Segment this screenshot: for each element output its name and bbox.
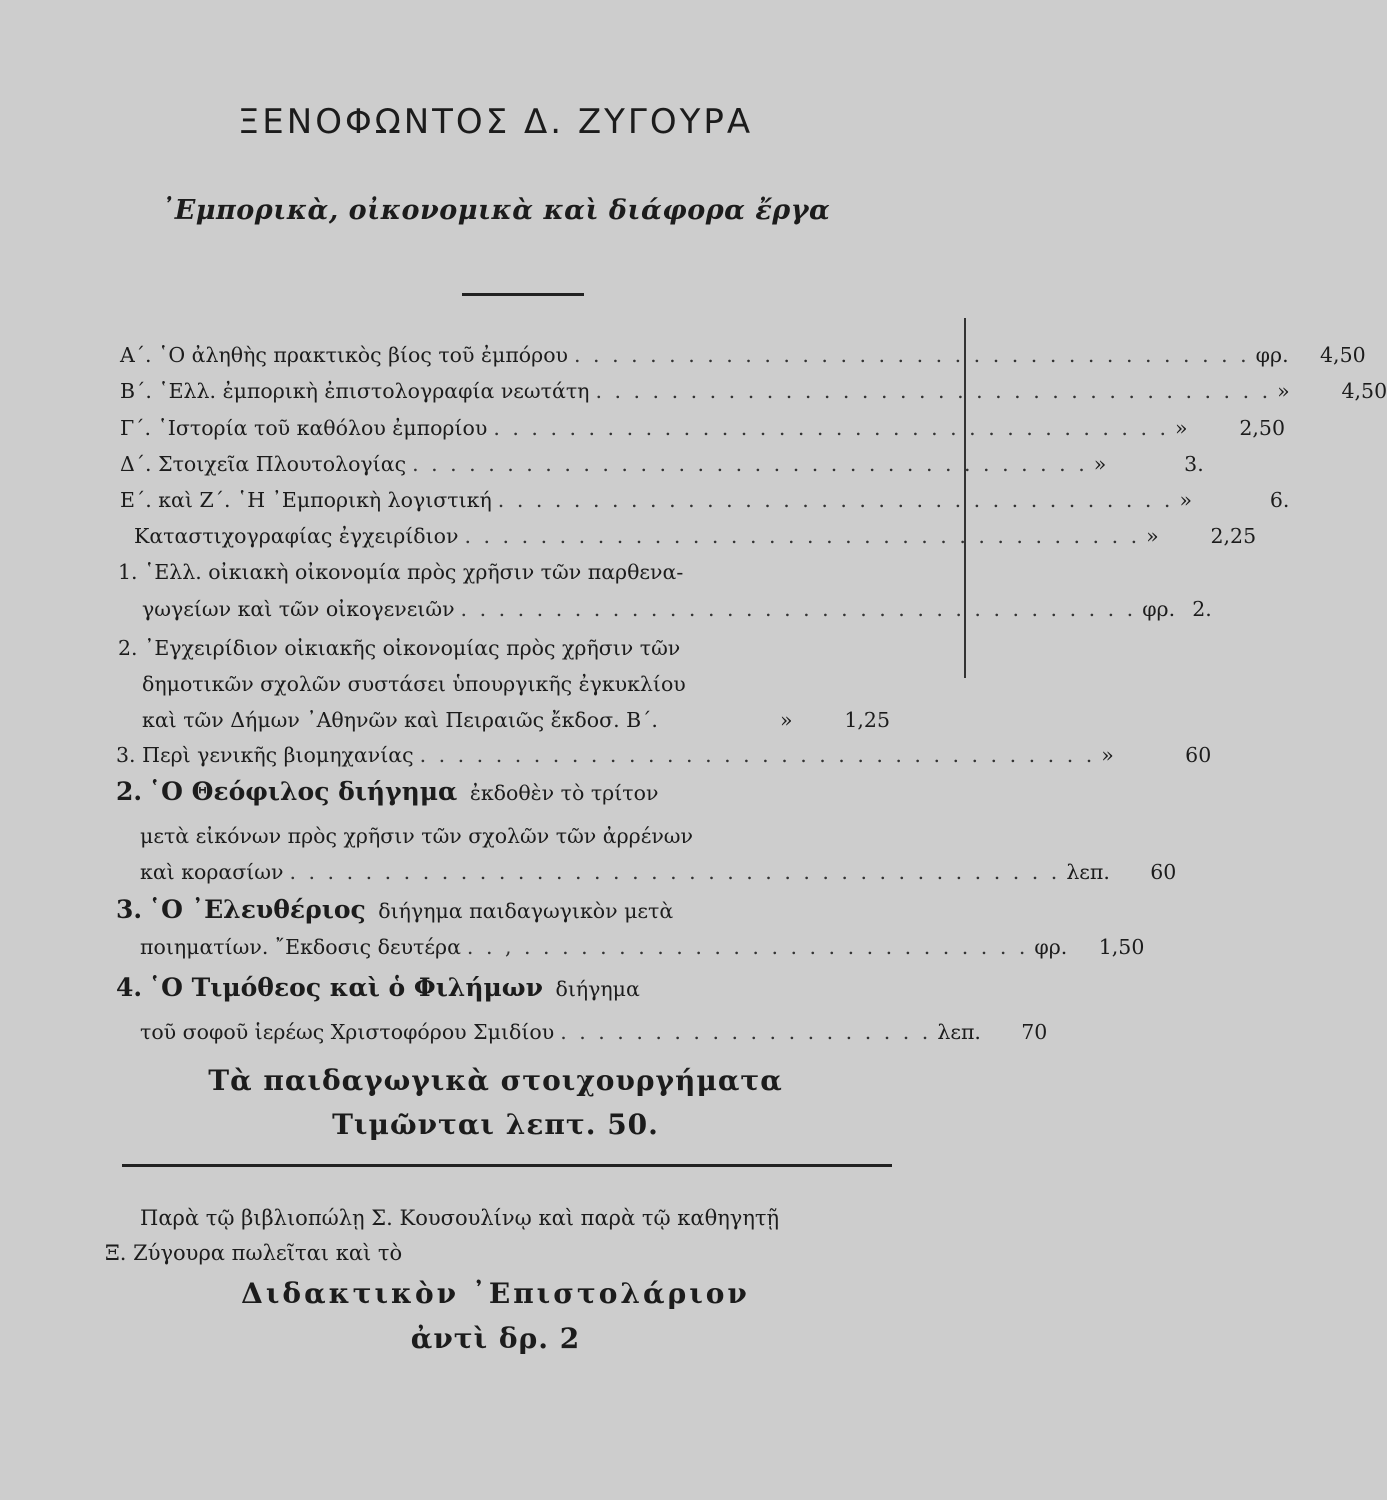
item-price: 1,25 [844, 708, 890, 732]
item-line: 2. ᾿Εγχειρίδιον οἰκιακῆς οἰκονομίας πρὸς χρῆσιν τῶν [118, 636, 681, 660]
item-title: Γ΄. ῾Ιστορία τοῦ καθόλου ἐμπορίου [120, 416, 488, 440]
leader-dots: . . . . . . . . . . . . . . . . . . . . . . . . . . . . . . . . . . . . [497, 488, 1174, 512]
book-title: ῾Ο ᾿Ελευθέριος [148, 895, 366, 924]
leader-dots: . . . . . . . . . . . . . . . . . . . . . . . . . . . . . . . . . . . . [595, 379, 1272, 403]
item-price: 1,50 [1098, 935, 1145, 959]
list-item [140, 935, 1145, 959]
item-price: 60 [1150, 860, 1177, 884]
item-title: Α΄. ῾Ο ἀληθὴς πρακτικὸς βίος τοῦ ἐμπόρου [120, 343, 568, 367]
item-unit: » [1093, 452, 1107, 476]
item-line: δημοτικῶν σχολῶν συστάσει ὑπουργικῆς ἐγκυκλίου [142, 672, 686, 696]
item-price: 60 [1185, 743, 1212, 767]
leader-dots: . . . . . . . . . . . . . . . . . . . . [560, 1020, 932, 1044]
list-item [142, 708, 890, 732]
list-item [140, 860, 1177, 884]
item-unit: φρ. [1142, 597, 1176, 621]
entry-text: διήγημα παιδαγωγικὸν μετὰ [378, 899, 674, 923]
item-unit: λεπ. [937, 1020, 981, 1044]
item-unit: » [1175, 416, 1188, 440]
list-item [120, 488, 1290, 512]
item-unit: φρ. [1255, 343, 1289, 367]
item-unit: » [1179, 488, 1192, 512]
item-price: 4,50 [1341, 379, 1387, 403]
item-title: ποιηματίων. ῎Εκδοσις δευτέρα [140, 935, 461, 959]
list-item [116, 743, 1212, 767]
leader-dots: . . . . . . . . . . . . . . . . . . . . . . . . . . . . . . . . . . . . . . . . . [289, 860, 1061, 884]
book-title: ῾Ο Θεόφιλος διήγημα [148, 777, 458, 806]
item-unit: φρ. [1034, 935, 1068, 959]
list-item [120, 343, 1366, 367]
story-entry-title [116, 895, 674, 924]
list-item [120, 416, 1286, 440]
item-title: Β΄. ῾Ελλ. ἐμπορικὴ ἐπιστολογραφία νεωτάτη [120, 379, 590, 403]
notice-heading: Τὰ παιδαγωγικὰ στοιχουργήματα [208, 1064, 783, 1097]
divider-short [462, 293, 584, 296]
item-title: Δ΄. Στοιχεῖα Πλουτολογίας [120, 452, 407, 476]
leader-dots: . . . . . . . . . . . . . . . . . . . . . . . . . . . . . . . . . . . . [412, 452, 1088, 476]
item-title: 3. Περὶ γενικῆς βιομηχανίας [116, 743, 414, 767]
item-price: 2,50 [1239, 416, 1286, 440]
item-price: 70 [1021, 1020, 1048, 1044]
notice-price: Τιμῶνται λεπτ. 50. [332, 1108, 659, 1141]
item-title: Ε΄. καὶ Ζ΄. ῾Η ᾿Εμπορικὴ λογιστική [120, 488, 492, 512]
item-line: μετὰ εἰκόνων πρὸς χρῆσιν τῶν σχολῶν τῶν ἀρρένων [140, 824, 693, 848]
item-unit: λεπ. [1066, 860, 1110, 884]
entry-text: ἐκδοθὲν τὸ τρίτον [469, 781, 659, 805]
list-item [134, 524, 1257, 548]
item-price: 4,50 [1320, 343, 1366, 367]
item-unit: » [1101, 743, 1114, 767]
item-title: γωγείων καὶ τῶν οἰκογενειῶν [142, 597, 455, 621]
leader-dots: . . . . . . . . . . . . . . . . . . . . . . . . . . . . . . . . . . . . [464, 524, 1141, 548]
footer-text: Παρὰ τῷ βιβλιοπώλῃ Σ. Κουσουλίνῳ καὶ παρὰ τῷ καθηγητῇ [140, 1206, 780, 1230]
section-subtitle: ᾿Εμπορικὰ, οἰκονομικὰ καὶ διάφορα ἔργα [160, 195, 831, 226]
leader-dots: . . . . . . . . . . . . . . . . . . . . . . . . . . . . . . . . . . . . [460, 597, 1137, 621]
list-item [140, 1020, 1048, 1044]
item-title: καὶ κορασίων [140, 860, 284, 884]
story-entry-title [116, 973, 640, 1002]
leader-dots: . . , . . . . . . . . . . . . . . . . . . . . . . . . . . . [466, 935, 1029, 959]
item-title: Καταστιχογραφίας ἐγχειρίδιον [134, 524, 459, 548]
story-entry-title [116, 777, 659, 806]
book-title: ῾Ο Τιμόθεος καὶ ὁ Φιλήμων [148, 973, 543, 1002]
entry-number: 3. [116, 895, 143, 924]
item-unit: » [780, 708, 793, 732]
item-price: 2. [1192, 597, 1212, 621]
item-title: τοῦ σοφοῦ ἱερέως Χριστοφόρου Σμιδίου [140, 1020, 555, 1044]
entry-text: διήγημα [555, 977, 640, 1001]
leader-dots: . . . . . . . . . . . . . . . . . . . . . . . . . . . . . . . . . . . . [419, 743, 1096, 767]
author-title: ΞΕΝΟΦΩΝΤΟΣ Δ. ΖΥΓΟΥΡΑ [237, 102, 754, 142]
item-price: 3. [1184, 452, 1204, 476]
list-item [142, 597, 1212, 621]
entry-number: 4. [116, 973, 143, 1002]
item-unit: » [1277, 379, 1290, 403]
divider-long [122, 1164, 892, 1167]
leader-dots: . . . . . . . . . . . . . . . . . . . . . . . . . . . . . . . . . . . . [574, 343, 1250, 367]
list-item [120, 452, 1204, 476]
leader-dots: . . . . . . . . . . . . . . . . . . . . . . . . . . . . . . . . . . . . [493, 416, 1170, 440]
list-item [120, 379, 1387, 403]
item-price: 6. [1269, 488, 1290, 512]
featured-book-title: Διδακτικὸν ᾿Επιστολάριον [241, 1277, 750, 1310]
item-price: 2,25 [1210, 524, 1257, 548]
entry-number: 2. [116, 777, 143, 806]
item-unit: » [1146, 524, 1159, 548]
featured-book-price: ἀντὶ δρ. 2 [410, 1322, 581, 1355]
leader-dots [658, 708, 780, 732]
item-title: καὶ τῶν Δήμων ᾿Αθηνῶν καὶ Πειραιῶς ἔκδοσ. Β΄. [142, 708, 658, 732]
footer-text: Ξ. Ζύγουρα πωλεῖται καὶ τὸ [105, 1241, 403, 1265]
item-line: 1. ῾Ελλ. οἰκιακὴ οἰκονομία πρὸς χρῆσιν τῶν παρθενα- [118, 560, 684, 584]
